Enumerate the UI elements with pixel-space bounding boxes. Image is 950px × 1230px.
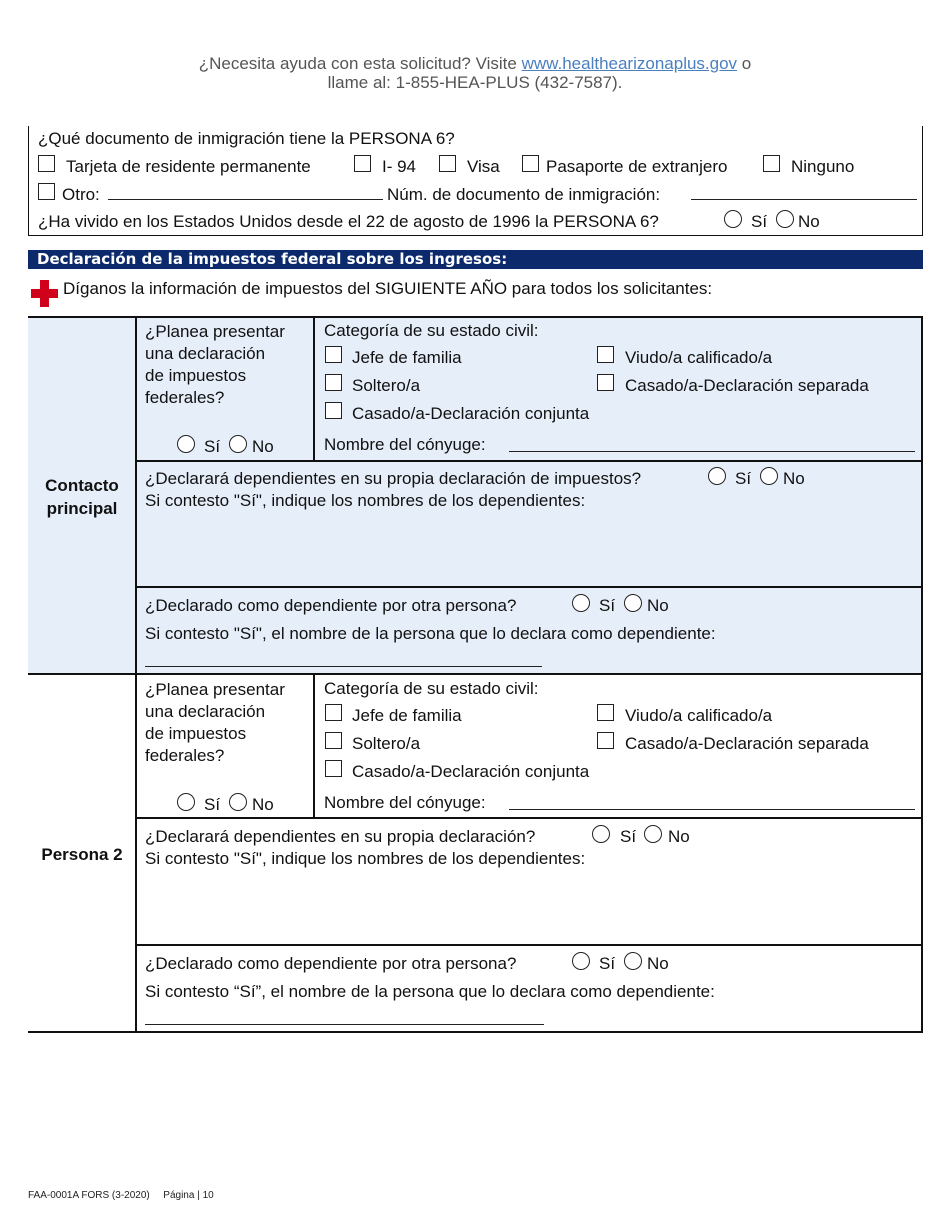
- spouse-label: Nombre del cónyuge:: [324, 435, 486, 454]
- immigration-question: ¿Qué documento de inmigración tiene la PERSONA 6?: [38, 129, 455, 148]
- table-top-border: [28, 316, 923, 318]
- claimed-question: ¿Declarado como dependiente por otra persona?: [145, 954, 517, 973]
- option-i94-label: I- 94: [382, 157, 417, 176]
- status-married-separate-checkbox[interactable]: [597, 732, 614, 749]
- plan-column-divider: [313, 316, 315, 461]
- plan-question: ¿Planea presentar una declaración de impuestos federales?: [145, 680, 285, 765]
- status-head-of-household-label: Jefe de familia: [352, 706, 462, 725]
- claimed-no-radio[interactable]: [624, 952, 642, 970]
- status-qualifying-widow-label: Viudo/a calificado/a: [625, 706, 773, 725]
- dependents-question: ¿Declarará dependientes en su propia declaración de impuestos?: [145, 469, 642, 488]
- dependents-names-field[interactable]: [145, 516, 915, 578]
- option-none-checkbox[interactable]: [763, 155, 780, 172]
- dependents-no-label: No: [668, 827, 690, 846]
- status-married-joint-checkbox[interactable]: [325, 402, 342, 419]
- claimed-yes-radio[interactable]: [572, 594, 590, 612]
- table-bottom-border: [28, 1031, 923, 1033]
- block-divider: [28, 673, 923, 675]
- row-divider: [135, 460, 923, 462]
- dependents-note: Si contesto "Sí", indique los nombres de los dependientes:: [145, 849, 586, 868]
- plan-no-radio[interactable]: [229, 435, 247, 453]
- row-divider: [135, 817, 923, 819]
- status-label: Categoría de su estado civil:: [324, 679, 539, 698]
- form-id: FAA-0001A FORS (3-2020): [28, 1190, 150, 1201]
- tax-section-title: Declaración de la impuestos federal sobre los ingresos:: [28, 250, 923, 269]
- residence-yes-radio[interactable]: [724, 210, 742, 228]
- option-other-label: Otro:: [62, 185, 100, 204]
- dependents-yes-label: Sí: [735, 469, 752, 488]
- option-foreign-passport-checkbox[interactable]: [522, 155, 539, 172]
- dependents-names-field[interactable]: [145, 874, 915, 936]
- claimed-note: Si contesto "Sí", el nombre de la persona que lo declara como dependiente:: [145, 624, 716, 643]
- plan-yes-radio[interactable]: [177, 793, 195, 811]
- option-visa-label: Visa: [467, 157, 500, 176]
- status-label: Categoría de su estado civil:: [324, 321, 539, 340]
- residence-no-radio[interactable]: [776, 210, 794, 228]
- label-column-divider: [135, 316, 137, 1033]
- option-visa-checkbox[interactable]: [439, 155, 456, 172]
- other-document-field[interactable]: [108, 199, 383, 200]
- help-text: [0, 54, 950, 92]
- status-single-checkbox[interactable]: [325, 374, 342, 391]
- spouse-name-field[interactable]: [509, 451, 915, 452]
- option-foreign-passport-label: Pasaporte de extranjero: [546, 157, 728, 176]
- person-2-label: Persona 2: [41, 845, 123, 864]
- status-married-joint-label: Casado/a-Declaración conjunta: [352, 762, 590, 781]
- status-married-separate-checkbox[interactable]: [597, 374, 614, 391]
- status-married-separate-label: Casado/a-Declaración separada: [625, 734, 869, 753]
- status-single-label: Soltero/a: [352, 376, 421, 395]
- dependents-note: Si contesto "Sí", indique los nombres de los dependientes:: [145, 491, 586, 510]
- immigration-left-border: [28, 126, 29, 236]
- page-number: Página | 10: [163, 1190, 214, 1201]
- plan-question: ¿Planea presentar una declaración de impuestos federales?: [145, 322, 285, 407]
- claimed-question: ¿Declarado como dependiente por otra persona?: [145, 596, 517, 615]
- plan-no-label: No: [252, 437, 274, 456]
- status-head-of-household-checkbox[interactable]: [325, 704, 342, 721]
- immigration-bottom-border: [28, 235, 923, 236]
- plan-yes-radio[interactable]: [177, 435, 195, 453]
- claimed-yes-radio[interactable]: [572, 952, 590, 970]
- option-none-label: Ninguno: [791, 157, 855, 176]
- status-single-checkbox[interactable]: [325, 732, 342, 749]
- plan-yes-label: Sí: [204, 437, 221, 456]
- claimer-name-field[interactable]: [145, 666, 542, 667]
- plan-yes-label: Sí: [204, 795, 221, 814]
- dependents-yes-radio[interactable]: [708, 467, 726, 485]
- page-footer: [28, 1190, 214, 1201]
- status-qualifying-widow-checkbox[interactable]: [597, 704, 614, 721]
- option-permanent-resident-label: Tarjeta de residente permanente: [66, 157, 311, 176]
- help-line-1: ¿Necesita ayuda con esta solicitud? Visite www.healthearizonaplus.gov o: [198, 54, 752, 73]
- status-married-joint-label: Casado/a-Declaración conjunta: [352, 404, 590, 423]
- claimed-no-label: No: [647, 596, 669, 615]
- dependents-no-radio[interactable]: [644, 825, 662, 843]
- residence-no-label: No: [798, 212, 820, 231]
- status-qualifying-widow-label: Viudo/a calificado/a: [625, 348, 773, 367]
- table-right-border: [921, 316, 923, 1033]
- dependents-no-radio[interactable]: [760, 467, 778, 485]
- claimed-no-radio[interactable]: [624, 594, 642, 612]
- dependents-yes-radio[interactable]: [592, 825, 610, 843]
- help-line-2: llame al: 1-855-HEA-PLUS (432-7587).: [327, 73, 623, 92]
- help-website-link[interactable]: www.healthearizonaplus.gov: [521, 54, 738, 73]
- status-qualifying-widow-checkbox[interactable]: [597, 346, 614, 363]
- claimer-name-field[interactable]: [145, 1024, 544, 1025]
- status-head-of-household-checkbox[interactable]: [325, 346, 342, 363]
- doc-number-label: Núm. de documento de inmigración:: [387, 185, 661, 204]
- spouse-name-field[interactable]: [509, 809, 915, 810]
- tax-instruction: Díganos la información de impuestos del SIGUIENTE AÑO para todos los solicitantes:: [63, 279, 713, 298]
- row-divider: [135, 586, 923, 588]
- spouse-label: Nombre del cónyuge:: [324, 793, 486, 812]
- status-single-label: Soltero/a: [352, 734, 421, 753]
- plan-no-radio[interactable]: [229, 793, 247, 811]
- claimed-no-label: No: [647, 954, 669, 973]
- residence-yes-label: Sí: [751, 212, 768, 231]
- dependents-no-label: No: [783, 469, 805, 488]
- primary-contact-label: Contacto principal: [45, 476, 119, 518]
- immigration-right-border: [922, 126, 923, 236]
- plan-no-label: No: [252, 795, 274, 814]
- residence-question: ¿Ha vivido en los Estados Unidos desde el 22 de agosto de 1996 la PERSONA 6?: [38, 212, 659, 231]
- claimed-yes-label: Sí: [599, 954, 616, 973]
- option-permanent-resident-checkbox[interactable]: [38, 155, 55, 172]
- claimed-yes-label: Sí: [599, 596, 616, 615]
- option-i94-checkbox[interactable]: [354, 155, 371, 172]
- status-married-separate-label: Casado/a-Declaración separada: [625, 376, 869, 395]
- row-divider: [135, 944, 923, 946]
- status-married-joint-checkbox[interactable]: [325, 760, 342, 777]
- claimed-note: Si contesto “Sí”, el nombre de la persona que lo declara como dependiente:: [145, 982, 715, 1001]
- dependents-yes-label: Sí: [620, 827, 637, 846]
- red-cross-icon: [31, 280, 58, 307]
- status-head-of-household-label: Jefe de familia: [352, 348, 462, 367]
- dependents-question: ¿Declarará dependientes en su propia declaración?: [145, 827, 536, 846]
- doc-number-field[interactable]: [691, 199, 917, 200]
- option-other-checkbox[interactable]: [38, 183, 55, 200]
- plan-column-divider: [313, 674, 315, 818]
